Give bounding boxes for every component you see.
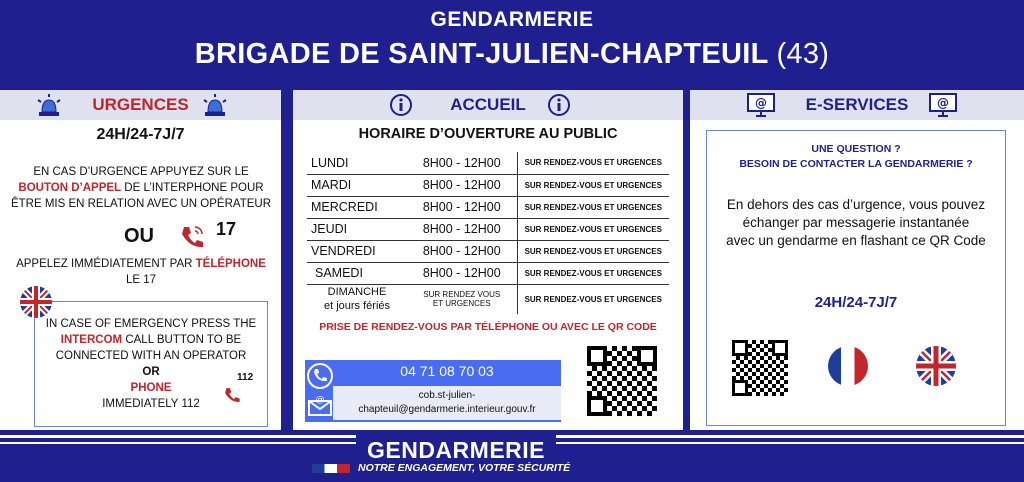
table-row bbox=[307, 240, 669, 262]
ou-label: OU bbox=[124, 225, 154, 247]
brigade-name: BRIGADE DE SAINT-JULIEN-CHAPTEUIL bbox=[194, 38, 769, 70]
en-or: OR bbox=[142, 366, 160, 378]
note-cell: SUR RENDEZ-VOUS ET URGENCES bbox=[517, 174, 669, 196]
email-box[interactable] bbox=[333, 386, 561, 420]
day-cell: MERCREDI bbox=[307, 196, 407, 218]
phone-icon bbox=[222, 386, 242, 404]
table-row bbox=[307, 262, 669, 284]
question-line-2: BESOIN DE CONTACTER LA GENDARMERIE ? bbox=[739, 158, 973, 170]
phone-icon bbox=[178, 224, 206, 250]
uk-flag-icon[interactable] bbox=[916, 346, 956, 386]
email-icon bbox=[307, 393, 333, 417]
note-cell: SUR RENDEZ-VOUS ET URGENCES bbox=[517, 152, 669, 174]
email-line-2: chapteuil@gendarmerie.interieur.gouv.fr bbox=[358, 404, 536, 415]
en-line-2: CALL BUTTON TO BE bbox=[122, 334, 242, 346]
footer-slogan: NOTRE ENGAGEMENT, VOTRE SÉCURITÉ bbox=[358, 462, 571, 474]
fr-line-2: DE L’INTERPHONE POUR bbox=[121, 182, 264, 194]
accueil-panel bbox=[293, 90, 683, 430]
hours-cell: 8H00 - 12H00 bbox=[407, 218, 517, 240]
info-icon bbox=[547, 93, 571, 117]
phone-icon bbox=[307, 363, 333, 389]
table-row bbox=[307, 284, 669, 314]
call-text bbox=[6, 256, 276, 288]
note-cell: SUR RENDEZ-VOUS ET URGENCES bbox=[517, 218, 669, 240]
urgences-title: URGENCES bbox=[92, 95, 189, 114]
note-cell: SUR RENDEZ-VOUS ET URGENCES bbox=[517, 240, 669, 262]
number-112: 112 bbox=[237, 372, 254, 383]
footer-brand: GENDARMERIE bbox=[356, 435, 556, 463]
header bbox=[0, 0, 1024, 88]
eservices-panel bbox=[690, 90, 1024, 430]
en-line-1: IN CASE OF EMERGENCY PRESS THE bbox=[45, 318, 257, 330]
hours-cell: 8H00 - 12H00 bbox=[407, 240, 517, 262]
fr-button-text: BOUTON D’APPEL bbox=[18, 182, 122, 194]
hours-cell: 8H00 - 12H00 bbox=[407, 174, 517, 196]
accueil-subtitle: HORAIRE D’OUVERTURE AU PUBLIC bbox=[358, 126, 618, 142]
fr-line-1: EN CAS D’URGENCE APPUYEZ SUR LE bbox=[33, 166, 249, 178]
siren-icon bbox=[34, 92, 64, 118]
computer-at-icon bbox=[928, 92, 958, 118]
hours-table bbox=[307, 152, 669, 314]
table-row bbox=[307, 152, 669, 174]
en-phone: PHONE bbox=[130, 382, 172, 394]
call-phone: TÉLÉPHONE bbox=[195, 258, 266, 270]
question-line-1: UNE QUESTION ? bbox=[811, 143, 901, 155]
rdv-text: PRISE DE RENDEZ-VOUS PAR TÉLÉPHONE OU AVEC LE QR CODE bbox=[319, 321, 657, 333]
footer bbox=[0, 432, 1024, 482]
computer-at-icon bbox=[746, 92, 776, 118]
note-cell: SUR RENDEZ-VOUS ET URGENCES bbox=[517, 196, 669, 218]
brigade-title bbox=[0, 38, 1024, 71]
table-row bbox=[307, 196, 669, 218]
day-cell: MARDI bbox=[307, 174, 407, 196]
fr-line-3: ÊTRE MIS EN RELATION AVEC UN OPÉRATEUR bbox=[10, 198, 272, 210]
qr-code-icon bbox=[587, 346, 657, 416]
text-line-3: avec un gendarme en flashant ce QR Code bbox=[726, 233, 986, 248]
eservices-title: E-SERVICES bbox=[805, 95, 909, 114]
call-line-a: APPELEZ IMMÉDIATEMENT PAR bbox=[16, 258, 196, 270]
brigade-dept: (43) bbox=[776, 38, 830, 70]
urgences-hours: 24H/24-7J/7 bbox=[96, 126, 185, 143]
day-cell: VENDREDI bbox=[307, 240, 407, 262]
eservices-text bbox=[706, 196, 1006, 250]
info-icon bbox=[389, 93, 413, 117]
eservices-hours: 24H/24-7J/7 bbox=[814, 294, 898, 311]
hours-cell: SUR RENDEZ VOUS ET URGENCES bbox=[423, 290, 501, 309]
day-name-2: et jours fériés bbox=[323, 300, 391, 313]
note-cell: SUR RENDEZ-VOUS ET URGENCES bbox=[517, 284, 669, 314]
day-cell: SAMEDI bbox=[307, 262, 407, 284]
qr-code-icon[interactable] bbox=[732, 340, 788, 396]
header-title: GENDARMERIE bbox=[430, 8, 594, 31]
call-line-b: LE 17 bbox=[125, 274, 157, 286]
text-line-2: échanger par messagerie instantanée bbox=[742, 215, 970, 230]
text-line-1: En dehors des cas d’urgence, vous pouvez bbox=[726, 197, 986, 212]
svg-text:@: @ bbox=[315, 395, 325, 405]
day-cell: LUNDI bbox=[307, 152, 407, 174]
hours-cell: 8H00 - 12H00 bbox=[407, 262, 517, 284]
eservices-question bbox=[706, 142, 1006, 172]
urgences-header bbox=[0, 90, 281, 120]
number-17: 17 bbox=[216, 219, 237, 239]
accueil-title: ACCUEIL bbox=[450, 95, 526, 114]
hours-cell: 8H00 - 12H00 bbox=[407, 152, 517, 174]
phone-number[interactable]: 04 71 08 70 03 bbox=[333, 363, 561, 383]
day-name: DIMANCHE bbox=[327, 286, 387, 299]
svg-text:@: @ bbox=[755, 96, 767, 110]
table-row bbox=[307, 174, 669, 196]
svg-text:@: @ bbox=[937, 96, 949, 110]
fr-flag-icon[interactable] bbox=[828, 346, 868, 386]
siren-icon bbox=[200, 92, 230, 118]
accueil-header bbox=[293, 90, 683, 120]
urgences-fr-text bbox=[6, 164, 276, 212]
table-row bbox=[307, 218, 669, 240]
en-line-3: CONNECTED WITH AN OPERATOR bbox=[55, 350, 247, 362]
urgences-panel bbox=[0, 90, 281, 430]
day-cell: JEUDI bbox=[307, 218, 407, 240]
uk-flag-icon bbox=[20, 286, 52, 318]
day-cell bbox=[307, 284, 407, 314]
note-cell: SUR RENDEZ-VOUS ET URGENCES bbox=[517, 262, 669, 284]
hours-cell: 8H00 - 12H00 bbox=[407, 196, 517, 218]
eservices-header bbox=[690, 90, 1024, 120]
en-line-4: IMMEDIATELY 112 bbox=[102, 398, 200, 410]
fr-flag-icon bbox=[312, 464, 350, 473]
email-line-1: cob.st-julien- bbox=[418, 390, 476, 401]
en-intercom: INTERCOM bbox=[60, 334, 123, 346]
